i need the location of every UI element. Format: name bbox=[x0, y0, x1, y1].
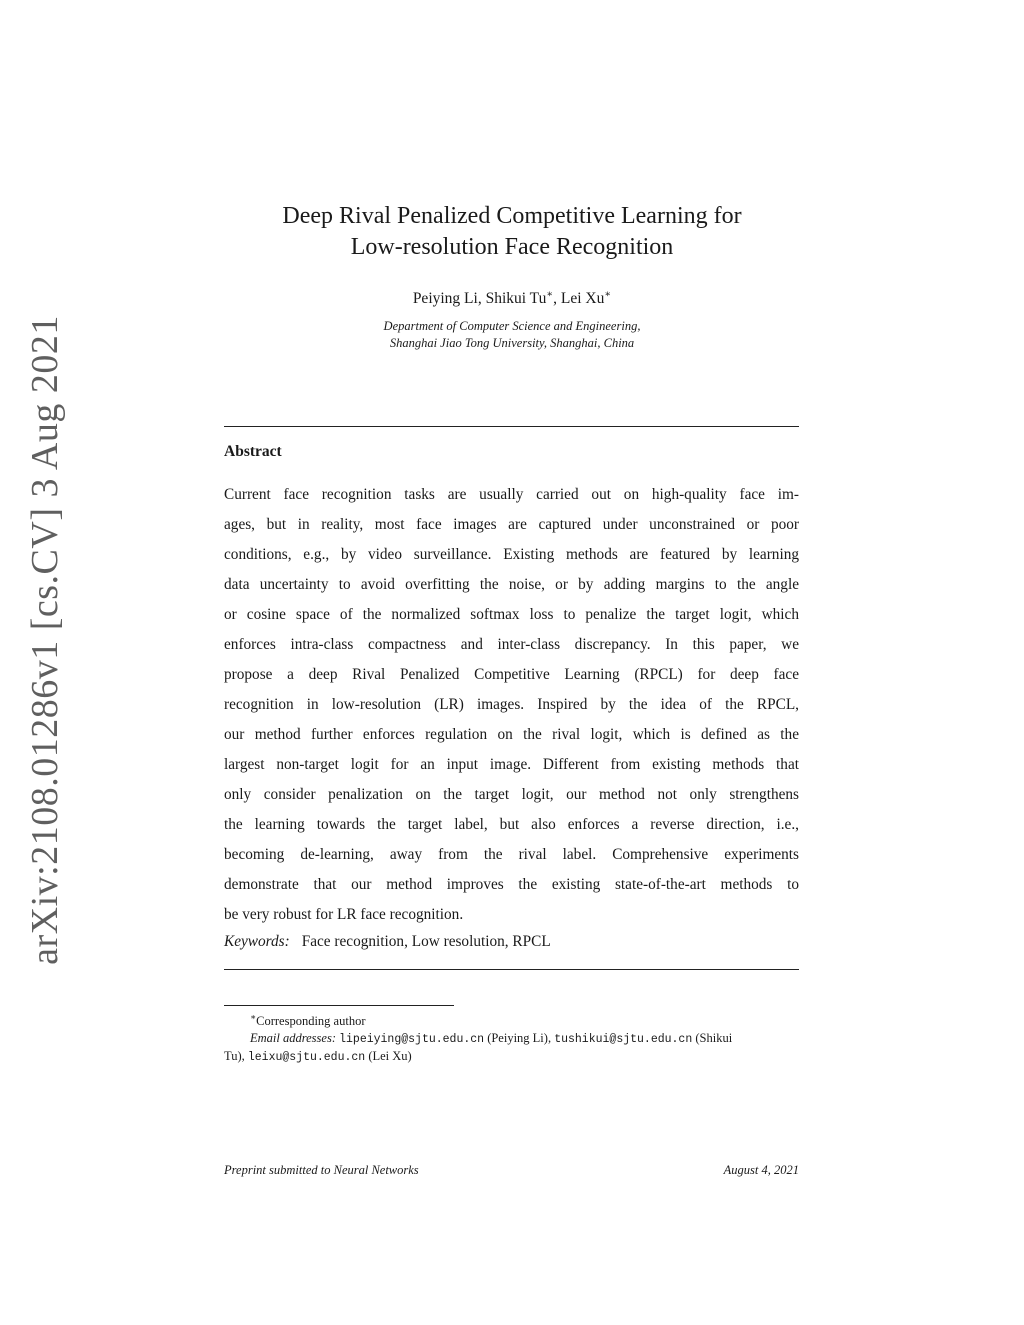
author-3: Lei Xu bbox=[560, 290, 605, 308]
abstract-body bbox=[224, 480, 799, 930]
paper-title bbox=[200, 201, 824, 263]
author-2-mark: ∗ bbox=[546, 289, 554, 300]
abstract-line: propose a deep Rival Penalized Competitive Learning (RPCL) for deep face bbox=[224, 666, 799, 683]
affiliation-line-2: Shanghai Jiao Tong University, Shanghai, China bbox=[389, 336, 635, 350]
email-3-name: (Lei Xu) bbox=[368, 1049, 412, 1064]
email-link-3[interactable]: leixu@sjtu.edu.cn bbox=[247, 1051, 366, 1065]
abstract-line: becoming de-learning, away from the rival label. Comprehensive experiments bbox=[224, 846, 799, 863]
email-link-2[interactable]: tushikui@sjtu.edu.cn bbox=[554, 1033, 693, 1047]
abstract-line: or cosine space of the normalized softmax loss to penalize the target logit, which bbox=[224, 606, 799, 623]
abstract-line: only consider penalization on the target logit, our method not only strengthens bbox=[224, 786, 799, 803]
abstract-line: the learning towards the target label, but also enforces a reverse direction, i.e., bbox=[224, 816, 799, 833]
email-link-1[interactable]: lipeiying@sjtu.edu.cn bbox=[339, 1033, 485, 1047]
abstract-line: conditions, e.g., by video surveillance. Existing methods are featured by learning bbox=[224, 546, 799, 563]
email-label: Email addresses: bbox=[250, 1031, 336, 1046]
arxiv-identifier: arXiv:2108.01286v1 [cs.CV] 3 Aug 2021 bbox=[24, 315, 66, 965]
footer-preprint-note: Preprint submitted to Neural Networks bbox=[224, 1163, 419, 1177]
corresponding-mark: ∗ bbox=[250, 1012, 257, 1022]
footer-date: August 4, 2021 bbox=[723, 1163, 799, 1177]
footnotes bbox=[224, 1009, 799, 1066]
abstract-top-rule bbox=[224, 426, 799, 427]
email-2-name-b: Tu), bbox=[224, 1049, 245, 1064]
title-line-1: Deep Rival Penalized Competitive Learning for bbox=[282, 203, 742, 229]
abstract-line: demonstrate that our method improves the existing state-of-the-art methods to bbox=[224, 876, 799, 893]
corresponding-text: Corresponding author bbox=[256, 1014, 366, 1029]
abstract-line: be very robust for LR face recognition. bbox=[224, 906, 464, 923]
abstract-line: enforces intra-class compactness and inter-class discrepancy. In this paper, we bbox=[224, 636, 799, 653]
keywords-value: Face recognition, Low resolution, RPCL bbox=[301, 933, 551, 950]
corresponding-footnote bbox=[224, 1009, 799, 1030]
abstract-line: data uncertainty to avoid overfitting the noise, or by adding margins to the angle bbox=[224, 576, 799, 593]
author-3-mark: ∗ bbox=[604, 289, 612, 300]
email-1-name: (Peiying Li), bbox=[487, 1031, 552, 1046]
keywords-label: Keywords: bbox=[224, 933, 290, 950]
email-footnote bbox=[224, 1030, 799, 1048]
author-list: Peiying Li, Shikui Tu∗, Lei Xu∗ bbox=[412, 289, 612, 308]
affiliation bbox=[200, 318, 824, 352]
footnote-rule bbox=[224, 1005, 454, 1006]
author-2: Shikui Tu bbox=[485, 290, 547, 308]
abstract-line: Current face recognition tasks are usually carried out on high-quality face im- bbox=[224, 486, 799, 503]
email-footnote-cont bbox=[224, 1048, 799, 1066]
author-1: Peiying Li, bbox=[412, 290, 482, 308]
abstract-line: our method further enforces regulation on the rival logit, which is defined as the bbox=[224, 726, 799, 743]
email-2-name-a: (Shikui bbox=[695, 1031, 733, 1046]
abstract-line: largest non-target logit for an input image. Different from existing methods that bbox=[224, 756, 799, 773]
title-line-2: Low-resolution Face Recognition bbox=[350, 234, 674, 260]
abstract-line: recognition in low-resolution (LR) images. Inspired by the idea of the RPCL, bbox=[224, 696, 799, 713]
keywords bbox=[224, 933, 551, 951]
abstract-line: ages, but in reality, most face images are captured under unconstrained or poor bbox=[224, 516, 799, 533]
abstract-bottom-rule bbox=[224, 969, 799, 970]
affiliation-line-1: Department of Computer Science and Engineering, bbox=[383, 319, 641, 333]
abstract-heading: Abstract bbox=[224, 443, 282, 460]
